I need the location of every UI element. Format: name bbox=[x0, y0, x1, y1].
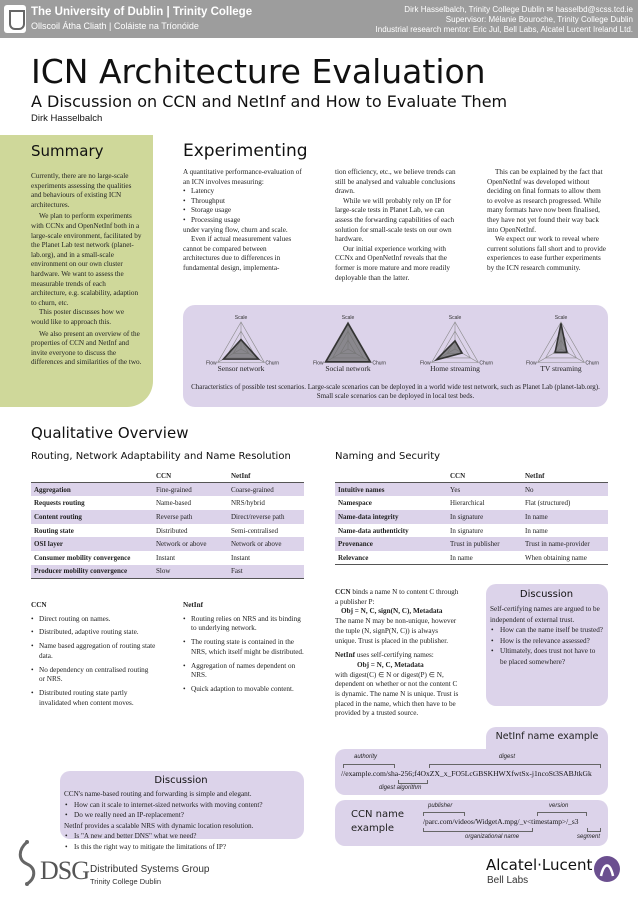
summary-paragraph: This poster discusses how we would like to approach this. bbox=[31, 308, 125, 326]
alcatel-lucent-logo bbox=[486, 852, 626, 896]
table-cell: Network or above bbox=[228, 537, 304, 551]
row-label: Aggregation bbox=[31, 483, 153, 497]
routing-heading: Routing, Network Adaptability and Name Resolution bbox=[31, 451, 291, 462]
experimenting-col-3 bbox=[487, 168, 608, 274]
radar-scenario-label: Sensor network bbox=[217, 364, 265, 373]
row-label: Name-data authenticity bbox=[338, 526, 409, 535]
exp-paragraph: While we will probably rely on IP for large-scale tests in Planet Lab, we can assess the forwarding capabilities of each solution for small-scale tests on our own hardware. bbox=[335, 196, 455, 244]
discussion-routing-panel bbox=[60, 771, 304, 851]
netinf-note: • The routing state is contained in the NRS, which itself might be distributed. bbox=[183, 638, 307, 657]
al-name: Alcatel·Lucent bbox=[486, 856, 593, 874]
org-brace bbox=[423, 828, 533, 832]
table-cell: Instant bbox=[156, 553, 176, 562]
table-cell: Instant bbox=[231, 553, 251, 562]
mentor-line: Industrial research mentor: Eric Jul, Bell Labs, Alcatel Lucent Ireland Ltd. bbox=[375, 25, 633, 34]
summary-heading: Summary bbox=[31, 142, 104, 160]
contact-line: Dirk Hasselbalch, Trinity College Dublin ✉ hasselbd@scss.tcd.ie bbox=[404, 5, 633, 14]
dsg-name: Distributed Systems Group bbox=[90, 864, 210, 875]
radar-axis-label-flow: Flow bbox=[206, 360, 217, 367]
table-row bbox=[31, 496, 304, 510]
ccn-example-box bbox=[417, 800, 608, 846]
tcd-crest-icon bbox=[4, 5, 26, 33]
ccn-notes-heading: CCN bbox=[31, 601, 47, 609]
exp-paragraph: Even if actual measurement values cannot be compared between architectures due to differences in fundamental design, implementa- bbox=[183, 235, 292, 272]
table-row bbox=[335, 537, 608, 551]
table-cell: Name-based bbox=[156, 499, 191, 508]
ccn-formula: Obj = N, C, sign(N, C), Metadata bbox=[341, 607, 443, 616]
row-label: Content routing bbox=[31, 510, 153, 524]
netinf-naming-text: NetInf uses self-certifying names: bbox=[335, 651, 434, 660]
discussion-naming-panel bbox=[486, 584, 608, 706]
radar-axis-label-flow: Flow bbox=[526, 360, 537, 367]
netinf-note: • Aggregation of names dependent on NRS. bbox=[183, 662, 307, 681]
row-label: Name-data integrity bbox=[335, 510, 447, 524]
table-cell: Hierarchical bbox=[450, 499, 485, 508]
radar-axis-label-scale: Scale bbox=[341, 315, 355, 321]
routing-table bbox=[31, 469, 304, 579]
radar-axis-label-flow: Flow bbox=[420, 360, 431, 367]
ccn-note: • Distributed, adaptive routing state. bbox=[31, 628, 156, 638]
table-cell: Coarse-grained bbox=[228, 483, 304, 497]
label-organizational-name: organizational name bbox=[465, 834, 520, 840]
scenario-radar-panel bbox=[183, 305, 608, 407]
table-row bbox=[31, 537, 304, 551]
ccn-note: • Name based aggregation of routing state data. bbox=[31, 642, 156, 661]
dsg-letters: DSG bbox=[40, 856, 90, 885]
university-name-en: The University of Dublin | Trinity College bbox=[31, 6, 253, 18]
discussion-intro: Self-certifying names are argued to be independent of external trust. bbox=[490, 605, 600, 624]
digest-brace bbox=[429, 764, 601, 768]
radar-scenario-label: Social network bbox=[325, 364, 371, 373]
table-cell: Direct/reverse path bbox=[228, 510, 304, 524]
netinf-example-tab bbox=[486, 727, 608, 749]
supervisor-line: Supervisor: Mélanie Bouroche, Trinity College Dublin bbox=[445, 15, 633, 24]
row-label: Namespace bbox=[338, 499, 372, 508]
dsg-swirl-icon bbox=[14, 840, 40, 886]
al-swirl-icon bbox=[592, 854, 622, 884]
discussion-item: • Do we really need an IP-replacement? bbox=[64, 810, 298, 821]
ccn-routing-notes bbox=[31, 601, 156, 708]
metric-list bbox=[183, 187, 303, 225]
table-cell: NRS/hybrid bbox=[231, 499, 265, 508]
naming-notes bbox=[335, 588, 459, 719]
exp-paragraph: Our initial experience working with CCNx and OpenNetInf reveals that the former is more mature and more readily deployable than the latter. bbox=[335, 244, 450, 282]
netinf-example-box bbox=[335, 749, 608, 795]
discussion-line: NetInf provides a scalable NRS with dynamic location resolution. bbox=[64, 821, 254, 830]
naming-table bbox=[335, 469, 608, 565]
ccn-note: • Distributed routing state partly invalidated when content moves. bbox=[31, 689, 156, 708]
table-cell: Fast bbox=[228, 565, 304, 579]
table-header-row: CCN NetInf bbox=[31, 469, 304, 483]
table-cell: No bbox=[522, 483, 608, 497]
segment-brace bbox=[587, 828, 601, 832]
ccn-example-tab bbox=[335, 800, 417, 846]
exp-paragraph: This can be explained by the fact that OpenNetInf was developed without deciding on final formats to allow them to evolve as research progressed. While many formats have now been finalised, they have not yet found their way back into OpenNetInf. bbox=[487, 168, 603, 234]
netinf-naming-text-2: with digest(C) ∈ N or digest(P) ∈ N, dependent on whether or not the content C is dynamic. The name N is unique. Trust is placed in the name, which then have to be provided by a trusted source. bbox=[335, 670, 459, 718]
ccn-naming-text-2: The name N may be non-unique, however the tuple (N, signP(N, C)) is always unique. Trust is placed in the publisher. bbox=[335, 617, 457, 645]
table-row bbox=[31, 524, 304, 538]
radar-scenario-label: Home streaming bbox=[430, 364, 480, 373]
dsg-sub: Trinity College Dublin bbox=[90, 877, 162, 886]
row-label: Consumer mobility convergence bbox=[34, 553, 131, 562]
discussion-line: CCN's name-based routing and forwarding is simple and elegant. bbox=[64, 790, 252, 798]
table-row bbox=[31, 510, 304, 524]
experimenting-col-2 bbox=[335, 168, 457, 283]
netinf-note: • Routing relies on NRS and its binding to underlying network. bbox=[183, 615, 307, 634]
experimenting-col-1 bbox=[183, 168, 303, 274]
radar-data-polygon bbox=[436, 341, 462, 360]
table-cell: Trust in name-provider bbox=[522, 537, 608, 551]
netinf-example-url: //example.com/sha-256;f4OxZX_x_FO5LcGBSKHWXfwtSx-j1ncoSt3SABJtkGk bbox=[341, 769, 592, 778]
radar-axis-label-churn: Churn bbox=[265, 360, 280, 367]
radar-scenario-label: TV streaming bbox=[540, 364, 582, 373]
netinf-formula: Obj = N, C, Metadata bbox=[357, 660, 424, 669]
row-label: Provenance bbox=[335, 537, 447, 551]
radar-axis-label-flow: Flow bbox=[313, 360, 324, 367]
ccn-note: • Direct routing on names. bbox=[31, 615, 156, 625]
poster-title: ICN Architecture Evaluation bbox=[31, 52, 486, 91]
summary-paragraph: Currently, there are no large-scale experiments assessing the qualities and behaviours of existing ICN architectures. bbox=[31, 172, 132, 209]
radar-axis-label-churn: Churn bbox=[372, 360, 387, 367]
radar-axis-label-scale: Scale bbox=[234, 315, 248, 321]
table-row bbox=[31, 551, 304, 565]
header-bar bbox=[0, 0, 638, 38]
exp-paragraph: tion efficiency, etc., we believe trends can still be analysed and valuable conclusions drawn. bbox=[335, 168, 456, 196]
table-cell: Yes bbox=[447, 483, 522, 497]
netinf-example-heading: NetInf name example bbox=[495, 731, 599, 742]
table-row bbox=[335, 496, 608, 510]
netinf-note: • Quick adaption to movable content. bbox=[183, 685, 307, 695]
university-name-ga: Ollscoil Átha Cliath | Coláiste na Tríonóide bbox=[31, 21, 199, 31]
discussion-item: • How is the relevance assessed? bbox=[490, 636, 603, 647]
table-cell: Flat (structured) bbox=[525, 499, 571, 508]
table-cell: Trust in publisher bbox=[447, 537, 522, 551]
metric-item: • Storage usage bbox=[183, 206, 303, 216]
al-sub: Bell Labs bbox=[487, 875, 529, 886]
discussion-item: • How can the name itself be trusted? bbox=[490, 625, 603, 636]
version-brace bbox=[537, 812, 587, 816]
exp-paragraph: We expect our work to reveal where current solutions fall short and to provide experiences to ease further experiments by the ICN research community. bbox=[487, 235, 606, 272]
label-version: version bbox=[549, 803, 569, 809]
discussion-item: • Is "A new and better DNS" what we need? bbox=[64, 831, 298, 842]
table-row bbox=[31, 565, 304, 579]
poster-author: Dirk Hasselbalch bbox=[31, 113, 103, 124]
table-row bbox=[335, 551, 608, 565]
summary-panel bbox=[0, 135, 153, 407]
metric-item: • Throughput bbox=[183, 197, 303, 207]
label-digest-algorithm: digest algorithm bbox=[379, 785, 422, 791]
summary-paragraph: We also present an overview of the properties of CCN and NetInf and invite everyone to discuss the differences and similarities of the two. bbox=[31, 329, 142, 367]
row-label: Intuitive names bbox=[335, 483, 447, 497]
discussion-item: • Is this the right way to mitigate the limitations of IP? bbox=[64, 842, 298, 853]
row-label: Routing state bbox=[34, 526, 74, 535]
radar-axis-label-scale: Scale bbox=[448, 315, 462, 321]
row-label: Relevance bbox=[335, 551, 447, 565]
discussion-heading: Discussion bbox=[519, 589, 574, 600]
radar-caption: Characteristics of possible test scenarios. Large-scale scenarios can be deployed in a world wide test network, such as Planet Lab (planet-lab.org). Small scale scenarios can be deployed in local test beds. bbox=[191, 383, 600, 400]
publisher-brace bbox=[423, 812, 465, 816]
authority-brace bbox=[343, 764, 395, 768]
ccn-naming-text: CCN binds a name N to content C through a publisher P: bbox=[335, 588, 459, 606]
exp-after: under varying flow, churn and scale. bbox=[183, 225, 288, 234]
table-cell: Slow bbox=[153, 565, 228, 579]
experimenting-heading: Experimenting bbox=[183, 141, 308, 161]
metric-item: • Latency bbox=[183, 187, 303, 197]
table-cell: Distributed bbox=[156, 526, 188, 535]
poster-subtitle: A Discussion on CCN and NetInf and How to Evaluate Them bbox=[31, 92, 508, 111]
table-row bbox=[31, 483, 304, 497]
table-cell: In signature bbox=[447, 510, 522, 524]
table-cell: Network or above bbox=[153, 537, 228, 551]
radar-axis-label-churn: Churn bbox=[585, 360, 600, 367]
discussion-item: • Ultimately, does trust not have to be placed somewhere? bbox=[490, 646, 603, 667]
dsg-logo bbox=[10, 840, 210, 892]
row-label: OSI layer bbox=[31, 537, 153, 551]
netinf-routing-notes bbox=[183, 601, 307, 695]
row-label: Requests routing bbox=[34, 499, 85, 508]
algo-brace bbox=[398, 780, 428, 784]
exp-intro: A quantitative performance-evaluation of an ICN involves measuring: bbox=[183, 168, 302, 186]
metric-item: • Processing usage bbox=[183, 216, 303, 226]
ccn-note: • No dependency on centralised routing or NRS. bbox=[31, 666, 156, 685]
radar-data-polygon bbox=[326, 323, 370, 361]
table-cell: When obtaining name bbox=[522, 551, 608, 565]
table-row bbox=[335, 510, 608, 524]
ccn-example-url: /parc.com/videos/WidgetA.mpg/_v<timestamp>/_s3 bbox=[423, 817, 579, 826]
table-cell: Reverse path bbox=[153, 510, 228, 524]
radar-axis-label-churn: Churn bbox=[479, 360, 494, 367]
qualitative-heading: Qualitative Overview bbox=[31, 424, 189, 442]
naming-heading: Naming and Security bbox=[335, 451, 441, 462]
discussion-item: • How can it scale to internet-sized networks with moving content? bbox=[64, 800, 298, 811]
table-row bbox=[335, 483, 608, 497]
table-cell: In name bbox=[522, 510, 608, 524]
table-header-row: CCN NetInf bbox=[335, 469, 608, 483]
label-publisher: publisher bbox=[428, 803, 453, 809]
table-cell: Fine-grained bbox=[153, 483, 228, 497]
summary-paragraph: We plan to perform experiments with CCNx and OpenNetInf both in a large-scale environment, facilitated by the Planet Lab test network (planet-lab.org), and in a small-scale environment on our own cluster hardware. We want to assess the measurable trends of each architecture, e.g. scalability, adaption to churn, etc. bbox=[31, 212, 142, 307]
table-cell: In name bbox=[447, 551, 522, 565]
table-cell: In signature bbox=[450, 526, 484, 535]
radar-data-polygon bbox=[223, 340, 258, 360]
netinf-notes-heading: NetInf bbox=[183, 601, 203, 609]
ccn-example-heading: CCN name example bbox=[351, 809, 404, 834]
label-authority: authority bbox=[354, 754, 378, 760]
label-digest: digest bbox=[499, 754, 516, 760]
label-segment: segment bbox=[577, 834, 601, 840]
table-cell: Semi-centralised bbox=[231, 526, 279, 535]
table-row bbox=[335, 524, 608, 538]
radar-axis-label-scale: Scale bbox=[554, 315, 568, 321]
table-cell: In name bbox=[525, 526, 548, 535]
discussion-heading: Discussion bbox=[154, 775, 208, 786]
row-label: Producer mobility convergence bbox=[31, 565, 153, 579]
